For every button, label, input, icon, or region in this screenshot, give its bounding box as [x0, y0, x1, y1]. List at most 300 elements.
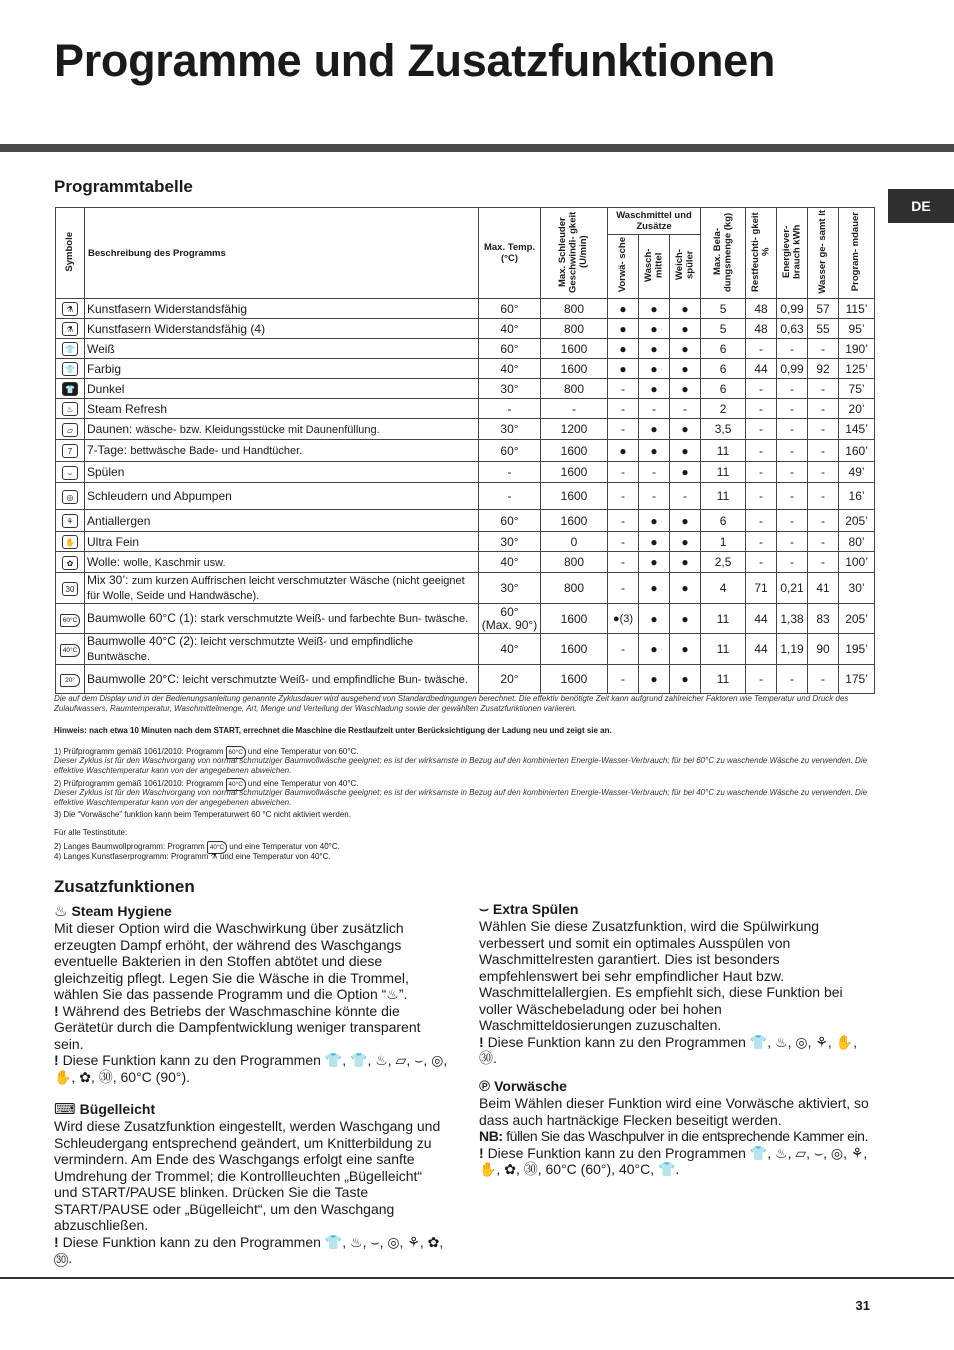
- energy-cell: -: [777, 399, 808, 419]
- bottom-rule: [0, 1277, 954, 1279]
- load-cell: 11: [701, 440, 746, 462]
- easy-iron-text: Wird diese Zusatzfunktion eingestellt, werden Waschgang und Schleudergang entsprechend geändert, um Knitterbildung zu vermindern. Am Ende des Waschgangs erfolgt eine sanfte Umdrehung der Trommel; die Kontrollleuchten „Bügelleicht“ und START/PAUSE blinken. Drücken Sie die Taste START/PAUSE oder „Bügelleicht“, um den Waschgang abzuschließen.: [54, 1118, 441, 1233]
- program-note: wolle, Kaschmir usw.: [123, 556, 226, 569]
- program-symbol-cell: [56, 440, 85, 462]
- moisture-cell: 44: [746, 634, 777, 665]
- spin-icon: ◎: [62, 490, 78, 504]
- temperature-value: 40°: [500, 555, 519, 569]
- spin-speed-cell: 1600: [541, 604, 608, 634]
- softener-cell: ●: [670, 604, 701, 634]
- duration-cell: 190’: [839, 339, 875, 359]
- spin-speed-cell: 800: [541, 319, 608, 339]
- table-row: [56, 440, 875, 462]
- program-symbol-cell: [56, 604, 85, 634]
- ultra-delicate-icon: ✋: [62, 535, 78, 549]
- temperature-cell: [479, 510, 541, 532]
- temperature-value: 60°: [500, 443, 519, 458]
- spin-speed-cell: 1600: [541, 359, 608, 379]
- water-cell: 55: [808, 319, 839, 339]
- temperature-cell: [479, 604, 541, 634]
- hint-text: Hinweis: nach etwa 10 Minuten nach dem START, errechnet die Maschine die Restlaufzeit unter Berücksichtigung der Ladung neu und zeigt sie an.: [54, 726, 612, 735]
- temperature-value: 40°: [500, 321, 519, 336]
- program-description-cell: [85, 399, 479, 419]
- header-detergent-group: Waschmittel und Zusätze: [608, 208, 701, 235]
- program-name: Ultra Fein: [87, 534, 140, 549]
- table-row: [56, 483, 875, 510]
- header-symbol: Symbole: [56, 208, 85, 299]
- program-note: zum kurzen Auffrischen leicht verschmutzter Wäsche (nicht geeignet für Wolle, Seide und Handwäsche).: [87, 575, 465, 602]
- energy-cell: -: [777, 665, 808, 694]
- energy-cell: -: [777, 462, 808, 483]
- table-row: [56, 604, 875, 634]
- header-prewash: Vorwä- sche: [608, 235, 639, 299]
- moisture-cell: 48: [746, 319, 777, 339]
- spin-speed-cell: -: [541, 399, 608, 419]
- program-description-cell: [85, 319, 479, 339]
- program-symbol-cell: [56, 299, 85, 319]
- program-description-cell: [85, 299, 479, 319]
- mix-30-icon: 30: [62, 582, 78, 596]
- energy-cell: -: [777, 510, 808, 532]
- prewash-cell: -: [608, 552, 639, 573]
- load-cell: 2,5: [701, 552, 746, 573]
- program-description-cell: [85, 419, 479, 440]
- moisture-cell: 48: [746, 299, 777, 319]
- temperature-value: 30°: [500, 581, 519, 595]
- synthetics-icon: ⚗: [62, 322, 78, 336]
- detergent-cell: ●: [639, 319, 670, 339]
- moisture-cell: -: [746, 419, 777, 440]
- load-cell: 11: [701, 604, 746, 634]
- program-name-part: (1):: [179, 611, 198, 625]
- program-name: Wolle:: [87, 554, 121, 569]
- softener-cell: ●: [670, 573, 701, 604]
- temperature-value: 60°: [500, 301, 519, 316]
- moisture-cell: -: [746, 440, 777, 462]
- program-name: Baumwolle: [87, 611, 146, 625]
- moisture-cell: -: [746, 552, 777, 573]
- prewash-cell: -: [608, 510, 639, 532]
- rinse-icon: ⌣: [479, 901, 489, 918]
- table-row: [56, 552, 875, 573]
- load-cell: 1: [701, 532, 746, 552]
- load-cell: 6: [701, 359, 746, 379]
- iron-icon: ⌨: [54, 1101, 76, 1118]
- steam-hygiene-section: [54, 903, 449, 1085]
- duration-cell: 16’: [839, 483, 875, 510]
- program-name-part: und: [151, 489, 172, 503]
- softener-cell: ●: [670, 379, 701, 399]
- header-load: Max. Bela- dungsmenge (kg): [701, 208, 746, 299]
- detergent-cell: ●: [639, 573, 670, 604]
- softener-cell: ●: [670, 462, 701, 483]
- program-name-part: 20°C:: [149, 671, 180, 686]
- program-name: Kunstfasern Widerstandsfähig (4): [87, 321, 266, 336]
- table-row: [56, 319, 875, 339]
- detergent-cell: ●: [639, 552, 670, 573]
- program-description-cell: [85, 359, 479, 379]
- note-1-text: Dieser Zyklus ist für den Waschvorgang von normal schmutziger Baumwollwäsche geeignet; es ist der wirksamste in Bezug auf den kombinierten Energie-Wasser-Verbrauch; für bei 60°C zu waschende Wäsche zu verwenden. Die effektive Waschtemperatur kann von der angegebenen abweichen.: [54, 756, 868, 775]
- water-cell: -: [808, 552, 839, 573]
- water-cell: -: [808, 510, 839, 532]
- moisture-cell: -: [746, 483, 777, 510]
- temperature-cell: [479, 573, 541, 604]
- load-cell: 6: [701, 379, 746, 399]
- header-water: Wasser ge- samt lt: [808, 208, 839, 299]
- temperature-value: -: [507, 401, 512, 416]
- moisture-cell: -: [746, 462, 777, 483]
- temperature-value: 20°: [500, 672, 519, 686]
- water-cell: -: [808, 379, 839, 399]
- load-cell: 4: [701, 573, 746, 604]
- energy-cell: 0,99: [777, 299, 808, 319]
- prewash-nb: füllen Sie das Waschpulver in die entsprechende Kammer ein.: [506, 1128, 869, 1144]
- moisture-cell: -: [746, 379, 777, 399]
- steam-hygiene-title: Steam Hygiene: [71, 903, 172, 919]
- easy-iron-title: Bügelleicht: [79, 1101, 156, 1117]
- duration-cell: 195’: [839, 634, 875, 665]
- synthetics-icon: ⚗: [62, 302, 78, 316]
- detergent-cell: ●: [639, 604, 670, 634]
- temperature-cell: [479, 319, 541, 339]
- cotton-20-icon: 20°: [60, 674, 80, 687]
- program-symbol-cell: [56, 339, 85, 359]
- temperature-cell: [479, 462, 541, 483]
- prewash-cell: -: [608, 634, 639, 665]
- program-description-cell: [85, 604, 479, 634]
- water-cell: 92: [808, 359, 839, 379]
- temperature-cell: [479, 379, 541, 399]
- moisture-cell: -: [746, 510, 777, 532]
- table-row: [56, 532, 875, 552]
- load-cell: 11: [701, 665, 746, 694]
- program-table-body: [56, 299, 875, 694]
- moisture-cell: -: [746, 339, 777, 359]
- load-cell: 11: [701, 462, 746, 483]
- detergent-cell: ●: [639, 379, 670, 399]
- program-description-cell: [85, 552, 479, 573]
- page-title: Programme und Zusatzfunktionen: [54, 35, 776, 86]
- energy-cell: 0,21: [777, 573, 808, 604]
- energy-cell: -: [777, 483, 808, 510]
- temperature-cell: [479, 532, 541, 552]
- energy-cell: -: [777, 379, 808, 399]
- program-name-part: 40°C: [149, 634, 176, 648]
- prewash-cell: ●: [608, 299, 639, 319]
- note-2: 2) Prüfprogramm gemäß 1061/2010: Programm 40°C und eine Temperatur von 40°C.: [54, 778, 359, 791]
- temperature-cell: [479, 634, 541, 665]
- prewash-text: Beim Wählen dieser Funktion wird eine Vorwäsche aktiviert, so dass auch hartnäckige Flecken beseitigt werden.: [479, 1095, 869, 1128]
- energy-cell: 0,99: [777, 359, 808, 379]
- program-note: bettwäsche Bade- und Handtücher.: [130, 445, 303, 457]
- duration-cell: 125’: [839, 359, 875, 379]
- program-description-cell: [85, 665, 479, 694]
- detergent-cell: -: [639, 399, 670, 419]
- detergent-cell: ●: [639, 339, 670, 359]
- duvet-icon: ▱: [62, 423, 78, 437]
- temperature-value: -: [507, 465, 512, 479]
- spin-speed-cell: 0: [541, 532, 608, 552]
- program-symbol-cell: [56, 552, 85, 573]
- prewash-cell: ●: [608, 440, 639, 462]
- program-name: Kunstfasern Widerstandsfähig: [87, 301, 248, 316]
- load-cell: 11: [701, 634, 746, 665]
- duration-cell: 100’: [839, 552, 875, 573]
- extra-rinse-section: [479, 901, 874, 1067]
- temperature-cell: [479, 419, 541, 440]
- note-3: 3) Die “Vorwäsche” funktion kann beim Temperaturwert 60 °C nicht aktiviert werden.: [54, 810, 351, 819]
- prewash-cell: -: [608, 462, 639, 483]
- duration-cell: 175’: [839, 665, 875, 694]
- softener-cell: ●: [670, 419, 701, 440]
- prewash-cell: -: [608, 483, 639, 510]
- program-symbol-cell: [56, 573, 85, 604]
- test-note-4: 4) Langes Kunstfaserprogramm: Programm ⚗ und eine Temperatur von 40°C.: [54, 852, 331, 861]
- duration-cell: 205’: [839, 604, 875, 634]
- prewash-cell: -: [608, 379, 639, 399]
- duration-cell: 160’: [839, 440, 875, 462]
- rinse-icon: ⌣: [62, 466, 78, 480]
- table-row: [56, 359, 875, 379]
- warning-mark: !: [54, 1002, 63, 1019]
- temperature-cell: [479, 359, 541, 379]
- extras-heading: Zusatzfunktionen: [54, 877, 195, 896]
- softener-cell: ●: [670, 440, 701, 462]
- white-shirt-icon: 👕: [62, 342, 78, 356]
- spin-speed-cell: 1600: [541, 510, 608, 532]
- program-name: Dunkel: [87, 381, 125, 396]
- moisture-cell: 71: [746, 573, 777, 604]
- temperature-value: 60°: [500, 341, 519, 356]
- energy-cell: -: [777, 440, 808, 462]
- program-symbol-cell: [56, 483, 85, 510]
- energy-cell: -: [777, 339, 808, 359]
- prewash-cell: -: [608, 399, 639, 419]
- seven-days-icon: 7: [62, 444, 78, 458]
- duration-cell: 49’: [839, 462, 875, 483]
- table-row: [56, 379, 875, 399]
- duration-cell: 115’: [839, 299, 875, 319]
- program-name-part: (2):: [179, 634, 198, 648]
- wool-icon: ✿: [62, 556, 78, 570]
- steam-hygiene-warning: Während des Betriebs der Waschmaschine könnte die Gerätetür durch die Dampfentwicklung weniger transparent sein.: [54, 1002, 421, 1052]
- steam-refresh-icon: ♨: [62, 402, 78, 416]
- temperature-value: 40°: [500, 361, 519, 376]
- temperature-value: 40°: [500, 642, 519, 656]
- program-symbol-cell: [56, 399, 85, 419]
- temperature-value: 60°: [500, 604, 519, 619]
- energy-cell: -: [777, 552, 808, 573]
- duration-cell: 145’: [839, 419, 875, 440]
- prewash-cell: ●: [608, 339, 639, 359]
- program-symbol-cell: [56, 532, 85, 552]
- softener-cell: ●: [670, 532, 701, 552]
- spin-speed-cell: 800: [541, 379, 608, 399]
- program-description-cell: [85, 462, 479, 483]
- energy-cell: 1,38: [777, 604, 808, 634]
- spin-speed-cell: 1600: [541, 440, 608, 462]
- program-name: Mix 30’:: [87, 573, 129, 587]
- test-institutes-label: Für alle Testinstitute:: [54, 828, 128, 837]
- header-moisture: Restfeuchti- gkeit %: [746, 208, 777, 299]
- moisture-cell: 44: [746, 604, 777, 634]
- detergent-cell: ●: [639, 532, 670, 552]
- header-duration: Program- mdauer: [839, 208, 875, 299]
- program-name-part: 60°C: [149, 611, 176, 625]
- cotton-40-icon: 40°C: [226, 778, 246, 791]
- detergent-cell: ●: [639, 665, 670, 694]
- header-spin-speed: Max. Schleuder Geschwindi- gkeit (U/min): [541, 208, 608, 299]
- table-heading: Programmtabelle: [54, 177, 193, 196]
- softener-cell: ●: [670, 339, 701, 359]
- program-table: [55, 207, 875, 694]
- duration-cell: 95’: [839, 319, 875, 339]
- temperature-value: -: [507, 489, 512, 503]
- extra-rinse-text: Wählen Sie diese Zusatzfunktion, wird die Spülwirkung verbessert und somit ein optimales Ausspülen von Waschmittelresten garantiert. Dies ist besonders empfehlenswert bei sehr empfindlicher Haut bzw. Waschmittelallergien. Es empfiehlt sich, diese Funktion bei voller Wäschebeladung oder bei hohen Waschmitteldosierungen zuzuschalten.: [479, 918, 843, 1033]
- softener-cell: ●: [670, 634, 701, 665]
- softener-cell: ●: [670, 299, 701, 319]
- warning-mark: !: [54, 1233, 63, 1250]
- warning-mark: !: [479, 1144, 488, 1161]
- program-description-cell: [85, 379, 479, 399]
- program-description-cell: [85, 634, 479, 665]
- softener-cell: -: [670, 483, 701, 510]
- detergent-cell: ●: [639, 419, 670, 440]
- table-row: [56, 339, 875, 359]
- program-description-cell: [85, 510, 479, 532]
- dark-shirt-icon: 👕: [62, 382, 78, 396]
- water-cell: 41: [808, 573, 839, 604]
- program-symbol-cell: [56, 665, 85, 694]
- energy-cell: -: [777, 419, 808, 440]
- spin-speed-cell: 800: [541, 299, 608, 319]
- spin-speed-cell: 800: [541, 552, 608, 573]
- temperature-cell: [479, 552, 541, 573]
- spin-speed-cell: 1600: [541, 339, 608, 359]
- spin-speed-cell: 1600: [541, 634, 608, 665]
- prewash-cell: ●: [608, 319, 639, 339]
- program-name: Baumwolle: [87, 634, 146, 648]
- water-cell: 90: [808, 634, 839, 665]
- program-name-part: Abpumpen: [173, 489, 232, 503]
- warning-mark: !: [54, 1052, 63, 1068]
- program-name: Steam Refresh: [87, 401, 168, 416]
- anti-allergy-icon: ⚘: [62, 514, 78, 528]
- extra-rinse-programs: Diese Funktion kann zu den Programmen 👕, ♨, ◎, ⚘, ✋, ㉚.: [479, 1033, 857, 1066]
- softener-cell: ●: [670, 665, 701, 694]
- nb-label: NB:: [479, 1128, 503, 1144]
- temperature-cell: [479, 339, 541, 359]
- program-name: Daunen:: [87, 421, 133, 436]
- header-softener: Weich- spüler: [670, 235, 701, 299]
- energy-cell: 1,19: [777, 634, 808, 665]
- spin-speed-cell: 800: [541, 573, 608, 604]
- detergent-cell: ●: [639, 440, 670, 462]
- detergent-cell: ●: [639, 634, 670, 665]
- program-note: stark verschmutzte Weiß- und farbechte Bun- twäsche.: [200, 613, 469, 625]
- steam-hygiene-programs: Diese Funktion kann zu den Programmen 👕, 👕, ♨, ▱, ⌣, ◎, ✋, ✿, ㉚, 60°C (90°).: [54, 1052, 448, 1085]
- softener-cell: ●: [670, 359, 701, 379]
- program-note: leicht verschmutzte Weiß- und empfindliche Bun- twäsche.: [182, 673, 468, 686]
- program-name: 7-Tage:: [87, 443, 128, 457]
- prewash-cell: -: [608, 532, 639, 552]
- spin-speed-cell: 1200: [541, 419, 608, 440]
- program-description-cell: [85, 339, 479, 359]
- cotton-60-icon: 60°C: [60, 614, 80, 627]
- program-name: Spülen: [87, 465, 125, 479]
- program-symbol-cell: [56, 359, 85, 379]
- program-name: Schleudern: [87, 489, 148, 503]
- detergent-cell: -: [639, 462, 670, 483]
- program-name: Baumwolle: [87, 671, 146, 686]
- duration-cell: 75’: [839, 379, 875, 399]
- program-note: leicht verschmutzte Weiß- und empfindliche Buntwäsche.: [87, 636, 414, 663]
- spin-speed-cell: 1600: [541, 483, 608, 510]
- table-row: [56, 665, 875, 694]
- prewash-cell: -: [608, 573, 639, 604]
- title-rule: [0, 144, 954, 152]
- steam-icon: ♨: [54, 903, 68, 920]
- load-cell: 5: [701, 299, 746, 319]
- duration-cell: 80’: [839, 532, 875, 552]
- load-cell: 5: [701, 319, 746, 339]
- program-symbol-cell: [56, 379, 85, 399]
- load-cell: 6: [701, 339, 746, 359]
- header-description: Beschreibung des Programms: [85, 208, 479, 299]
- program-symbol-cell: [56, 462, 85, 483]
- coloured-shirt-icon: 👕: [62, 362, 78, 376]
- load-cell: 6: [701, 510, 746, 532]
- temperature-cell: [479, 399, 541, 419]
- moisture-cell: -: [746, 665, 777, 694]
- header-energy: Energiever- brauch kWh: [777, 208, 808, 299]
- temperature-value: 30°: [500, 534, 519, 549]
- extra-rinse-title: Extra Spülen: [492, 901, 579, 917]
- cotton-40-icon: 40°C: [60, 644, 80, 657]
- water-cell: 83: [808, 604, 839, 634]
- program-description-cell: [85, 483, 479, 510]
- water-cell: -: [808, 419, 839, 440]
- moisture-cell: 44: [746, 359, 777, 379]
- prewash-cell: ●(3): [608, 604, 639, 634]
- water-cell: -: [808, 483, 839, 510]
- duration-cell: 205’: [839, 510, 875, 532]
- header-temperature: Max. Temp. (°C): [479, 208, 541, 299]
- prewash-section: [479, 1078, 874, 1178]
- temperature-value: 30°: [500, 381, 519, 396]
- cotton-60-icon: 60°C: [226, 746, 246, 759]
- synthetics-icon: ⚗: [210, 852, 218, 861]
- detergent-cell: ●: [639, 510, 670, 532]
- program-symbol-cell: [56, 510, 85, 532]
- cotton-40-icon: 40°C: [207, 841, 227, 854]
- moisture-cell: -: [746, 399, 777, 419]
- table-row: [56, 573, 875, 604]
- temperature-cell: [479, 665, 541, 694]
- load-cell: 3,5: [701, 419, 746, 440]
- program-description-cell: [85, 440, 479, 462]
- energy-cell: 0,63: [777, 319, 808, 339]
- detergent-cell: -: [639, 483, 670, 510]
- duration-cell: 20’: [839, 399, 875, 419]
- prewash-programs: Diese Funktion kann zu den Programmen 👕, ♨, ▱, ⌣, ◎, ⚘, ✋, ✿, ㉚, 60°C (60°), 40°C, 👕.: [479, 1144, 868, 1177]
- note-1: 1) Prüfprogramm gemäß 1061/2010: Programm 60°C und eine Temperatur von 60°C.: [54, 746, 359, 759]
- temperature-cell: [479, 299, 541, 319]
- steam-hygiene-text: Mit dieser Option wird die Waschwirkung über zusätzlich erzeugten Dampf erhöht, der während des Waschgangs eventuelle Bakterien in den Stoffen abtötet und diese gleichzeitig pflegt. Legen Sie die Wäsche in die Trommel, wählen Sie das passende Programm und die Option “♨”.: [54, 920, 409, 1002]
- warning-mark: !: [479, 1033, 488, 1050]
- softener-cell: -: [670, 399, 701, 419]
- page-number: 31: [855, 1298, 870, 1313]
